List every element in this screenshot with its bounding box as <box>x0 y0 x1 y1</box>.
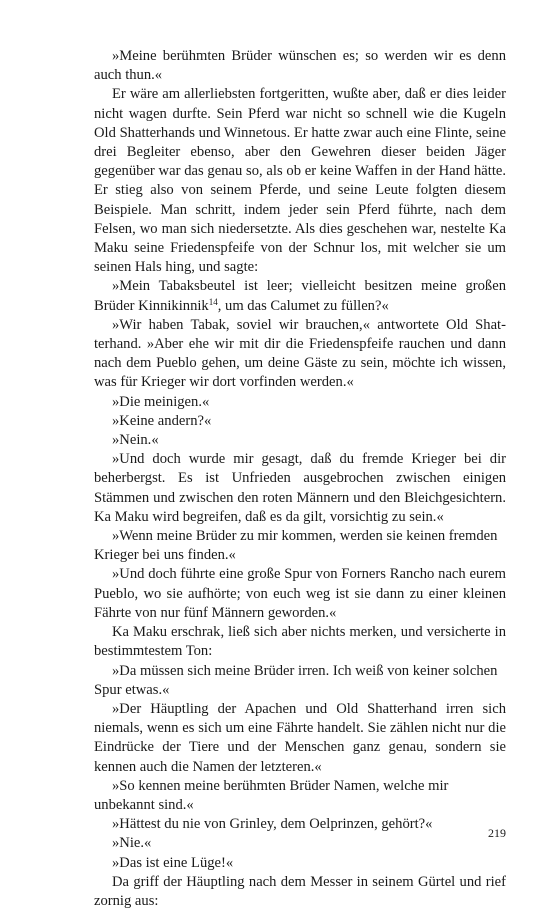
paragraph <box>94 277 506 315</box>
paragraph: »Da müssen sich meine Brüder irren. Ich weiß von keiner solchen Spur etwas.« <box>94 662 498 698</box>
paragraph: Ka Maku erschrak, ließ sich aber nichts merken, und versicherte in bestimmtestem Ton: <box>94 624 506 660</box>
page-number: 219 <box>488 826 506 840</box>
paragraph: »Wenn meine Brüder zu mir kommen, werden sie keinen fremden Krieger bei uns finden.« <box>94 528 498 564</box>
paragraph: »Nie.« <box>112 835 152 852</box>
footnote-marker: 14 <box>208 296 218 307</box>
paragraph: »Nein.« <box>112 432 159 449</box>
paragraph: »Das ist eine Lüge!« <box>112 854 234 871</box>
paragraph: »Und doch führte eine große Spur von Forners Rancho nach eurem Pueblo, wo sie aufhörte; von euch weg ist sie dann zu einer kleinen Fährte von nur fünf Männern geworden.« <box>94 566 506 621</box>
paragraph: »Hättest du nie von Grinley, dem Oelprinzen, gehört?« <box>112 816 433 833</box>
paragraph-text: , um das Calumet zu füllen?« <box>217 297 389 314</box>
paragraph: »Der Häuptling der Apachen und Old Shatterhand irren sich niemals, wenn es sich um eine Fährte handelt. Sie zählen nicht nur die Eindrücke der Tiere und der Menschen ganz genau, sondern sie kennen auch die Namen der letzteren.« <box>94 700 506 775</box>
paragraph: »Keine andern?« <box>112 412 212 429</box>
paragraph: Er wäre am allerliebsten fortgeritten, wußte aber, daß er dies leider nicht wagen durfte. Sein Pferd war nicht so schnell wie die Kugeln Old Shatterhands und Winnetous. Er hatte zwar auch eine Flinte, seine drei Begleiter ebenso, aber den Gewehren dieser beiden Jäger gegenüber war das genau so, als ob er keine Waffen in der Hand hätte. Er stieg also von seinem Pferde, und seine Leute folgten diesem Beispiele. Man schritt, indem jeder sein Pferd führte, nach dem Felsen, wo man sich niedersetzte. Als dies geschehen war, nestelte Ka Maku seine Friedenspfeife von der Schnur los, mit welcher sie um seinen Hals hing, und sagte: <box>94 86 506 276</box>
paragraph: Da griff der Häuptling nach dem Messer in seinem Gürtel und rief zornig aus: <box>94 873 506 909</box>
paragraph-text: »Mein Tabaksbeutel ist leer; vielleicht besitzen meine großen Brüder Kinnikinnik <box>94 278 506 314</box>
paragraph: »Die meinigen.« <box>112 393 210 410</box>
body-text <box>94 47 506 911</box>
paragraph: »Und doch wurde mir gesagt, daß du fremde Krieger bei dir beherbergst. Es ist Unfrieden ausgebrochen zwischen einigen Stämmen und zwischen den roten Männern und den Bleichgesichtern. Ka Maku wird begreifen, daß es da gilt, vorsichtig zu sein.« <box>94 451 506 525</box>
paragraph: »Meine berühmten Brüder wünschen es; so werden wir es denn auch thun.« <box>94 48 506 84</box>
paragraph: »Wir haben Tabak, soviel wir brauchen,« antwortete Old Shatterhand. »Aber ehe wir mit dir die Friedenspfeife rauchen und dann nach dem Pueblo gehen, um deine Gäste zu sein, möchte ich wissen, was für Krieger wir dort vorfinden werden.« <box>94 316 506 391</box>
paragraph: »So kennen meine berühmten Brüder Namen, welche mir unbekannt sind.« <box>94 777 449 813</box>
